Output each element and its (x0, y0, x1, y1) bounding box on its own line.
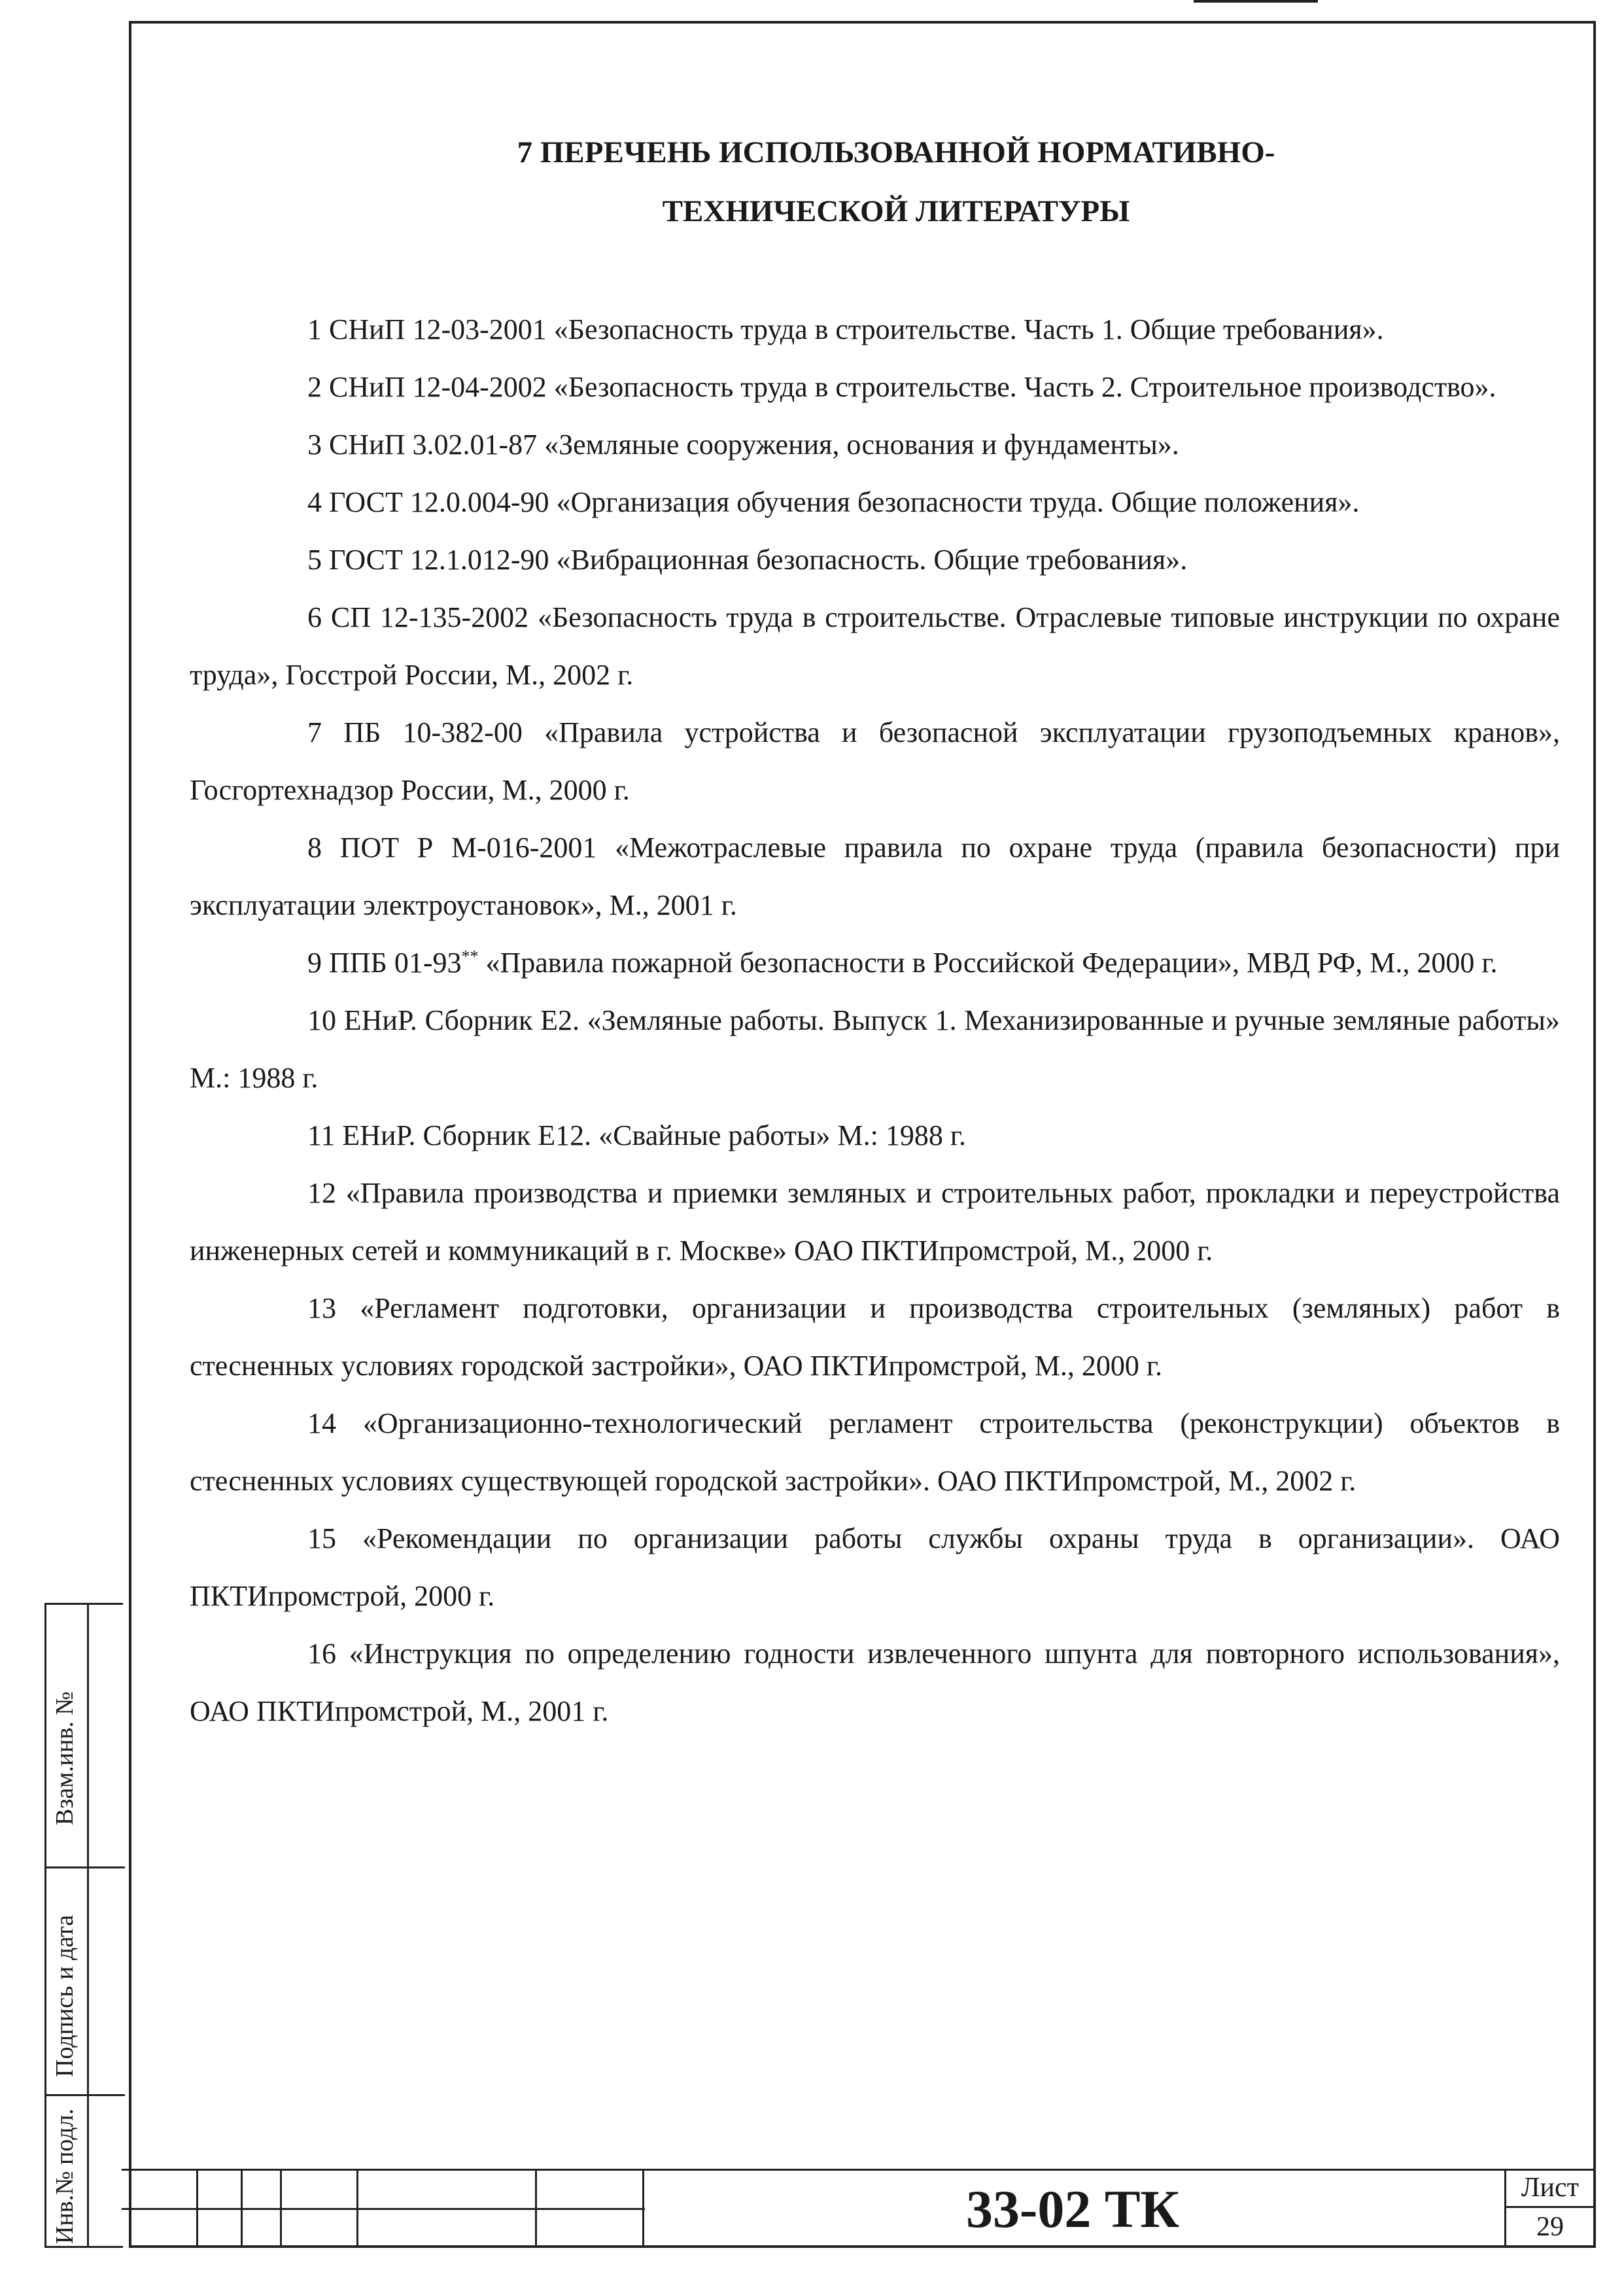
reference-item: 4 ГОСТ 12.0.004-90 «Организация обучения безопасности труда. Общие положения». (307, 486, 1360, 518)
top-edge-mark (1194, 0, 1318, 3)
reference-item: 14 «Организационно-технологический регламент строительства (реконструкции) объектов в стесненных условиях существующей городской застройки». ОАО ПКТИпромстрой, М., 2002 г. (190, 1407, 1560, 1497)
reference-item: 7 ПБ 10-382-00 «Правила устройства и безопасной эксплуатации грузоподъемных кранов», Госгортехнадзор России, М., 2000 г. (190, 716, 1560, 806)
reference-item-9 (190, 934, 1560, 992)
reference-item: 16 «Инструкция по определению годности извлеченного шпунта для повторного использования», ОАО ПКТИпромстрой, М., 2001 г. (190, 1638, 1560, 1727)
reference-9-rest: «Правила пожарной безопасности в Российской Федерации», МВД РФ, М., 2000 г. (478, 947, 1498, 979)
side-label-vzam-inv: Взам.инв. № (51, 1691, 78, 1825)
sheet-number: 29 (1536, 2212, 1564, 2242)
reference-item: 2 СНиП 12-04-2002 «Безопасность труда в строительстве. Часть 2. Строительное производство». (307, 371, 1496, 403)
section-title-line-1: 7 ПЕРЕЧЕНЬ ИСПОЛЬЗОВАННОЙ НОРМАТИВНО- (517, 135, 1275, 169)
reference-9-start: 9 ППБ 01-93 (307, 947, 462, 979)
side-label-inv-podl: Инв.№ подл. (51, 2108, 78, 2244)
reference-item: 12 «Правила производства и приемки земляных и строительных работ, прокладки и переустройства инженерных сетей и коммуникаций в г. Москве» ОАО ПКТИпромстрой, М., 2000 г. (190, 1177, 1560, 1267)
section-title-line-2: ТЕХНИЧЕСКОЙ ЛИТЕРАТУРЫ (662, 194, 1130, 228)
reference-item: 15 «Рекомендации по организации работы службы охраны труда в организации». ОАО ПКТИпромстрой, 2000 г. (190, 1522, 1560, 1612)
reference-item: 10 ЕНиР. Сборник Е2. «Земляные работы. Выпуск 1. Механизированные и ручные земляные работы» М.: 1988 г. (190, 1004, 1560, 1094)
reference-item: 13 «Регламент подготовки, организации и производства строительных (земляных) работ в стесненных условиях городской застройки», ОАО ПКТИпромстрой, М., 2000 г. (190, 1292, 1560, 1382)
reference-list (190, 301, 1560, 1740)
reference-9-footnote-mark: ** (461, 947, 479, 966)
side-label-podpis-data: Подпись и дата (51, 1914, 78, 2077)
reference-item: 1 СНиП 12-03-2001 «Безопасность труда в строительстве. Часть 1. Общие требования». (307, 313, 1384, 345)
reference-item: 5 ГОСТ 12.1.012-90 «Вибрационная безопасность. Общие требования». (307, 544, 1188, 576)
sheet-label: Лист (1521, 2173, 1579, 2203)
reference-item: 8 ПОТ Р М-016-2001 «Межотраслевые правила по охране труда (правила безопасности) при эксплуатации электроустановок», М., 2001 г. (190, 832, 1560, 921)
document-code: 33-02 ТК (966, 2179, 1179, 2239)
reference-item: 11 ЕНиР. Сборник Е12. «Свайные работы» М.: 1988 г. (307, 1119, 966, 1151)
reference-item: 3 СНиП 3.02.01-87 «Земляные сооружения, основания и фундаменты». (307, 429, 1179, 461)
reference-item: 6 СП 12-135-2002 «Безопасность труда в строительстве. Отраслевые типовые инструкции по охране труда», Госстрой России, М., 2002 г. (190, 601, 1560, 691)
